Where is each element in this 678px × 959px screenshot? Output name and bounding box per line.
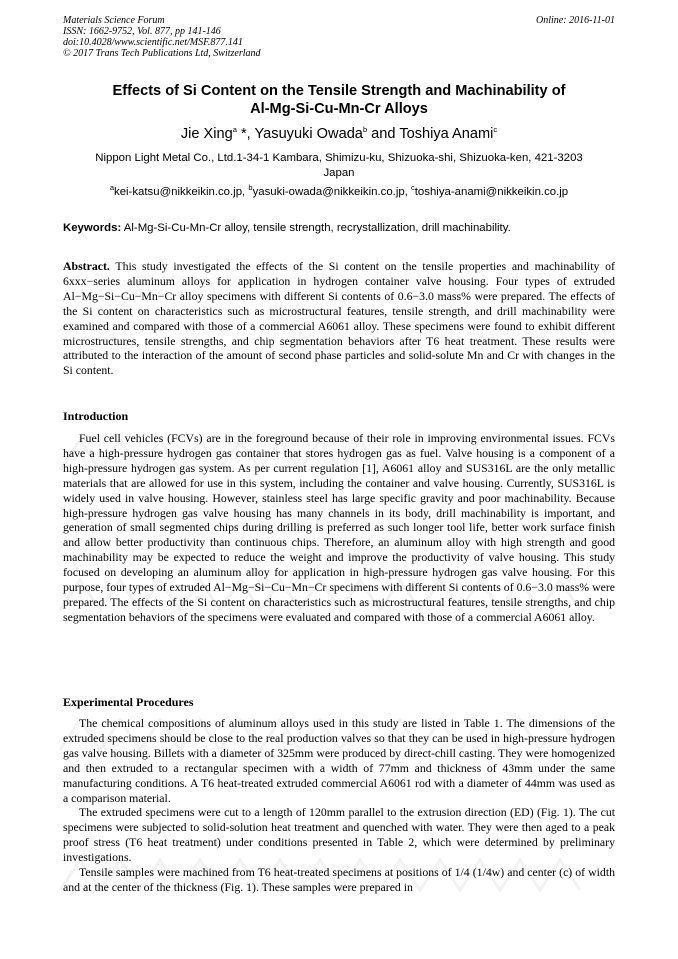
online-date: Online: 2016-11-01 <box>536 15 615 26</box>
email-list <box>40 185 638 200</box>
paper-title <box>40 82 638 118</box>
introduction-body <box>63 431 615 625</box>
abstract-label: Abstract. <box>63 259 110 273</box>
copyright-line: © 2017 Trans Tech Publications Ltd, Switzerland <box>63 48 261 59</box>
author-1: Jie Xing <box>180 126 233 142</box>
email-c-mark: c <box>411 183 415 193</box>
author-list <box>40 125 638 143</box>
author-3: Toshiya Anami <box>399 126 494 142</box>
affiliation-line-2: Japan <box>323 167 355 179</box>
abstract <box>63 259 615 378</box>
experimental-paragraph-1: The chemical compositions of aluminum alloys used in this study are listed in Table 1. The dimensions of the extruded specimens should be close to the real production valves so that they can be used in high-pressure hydrogen gas valve housing. Billets with a diameter of 325mm were produced by direct-chill casting. They were homogenized and then extruded to a rectangular specimen with a width of 77mm and thickness of 43mm under the same manufacturing conditions. A T6 heat-treated extruded commercial A6061 rod with a diameter of 44mm was used as a comparison material. <box>63 716 615 805</box>
experimental-body <box>63 716 615 895</box>
author-3-affil-mark: c <box>493 125 498 135</box>
title-line-1: Effects of Si Content on the Tensile Strength and Machinability of <box>112 83 566 99</box>
author-2: Yasuyuki Owada <box>254 126 363 142</box>
keywords-text: Al-Mg-Si-Cu-Mn-Cr alloy, tensile strength, recrystallization, drill machinability. <box>121 222 511 234</box>
email-b-mark: b <box>248 183 253 193</box>
author-1-affil-mark: a <box>232 125 237 135</box>
affiliation <box>40 151 638 181</box>
introduction-heading: Introduction <box>63 409 129 423</box>
title-line-2: Al-Mg-Si-Cu-Mn-Cr Alloys <box>250 101 428 117</box>
keywords <box>63 221 623 236</box>
author-conjunction: and <box>367 126 400 142</box>
author-2-affil-mark: b <box>362 125 368 135</box>
experimental-paragraph-3: Tensile samples were machined from T6 heat-treated specimens at positions of 1/4 (1/4w) and center (c) of width and at the center of the thickness (Fig. 1). These samples were prepared in <box>63 865 615 894</box>
email-b[interactable]: yasuki-owada@nikkeikin.co.jp, <box>252 186 412 198</box>
issn-line: ISSN: 1662-9752, Vol. 877, pp 141-146 <box>63 26 221 37</box>
doi-line: doi:10.4028/www.scientific.net/MSF.877.141 <box>63 37 243 48</box>
affiliation-line-1: Nippon Light Metal Co., Ltd.1-34-1 Kambara, Shimizu-ku, Shizuoka-shi, Shizuoka-ken, 421-3203 <box>95 152 583 164</box>
email-a[interactable]: kei-katsu@nikkeikin.co.jp, <box>114 186 249 198</box>
journal-name: Materials Science Forum <box>63 15 165 26</box>
experimental-paragraph-2: The extruded specimens were cut to a length of 120mm parallel to the extrusion direction (ED) (Fig. 1). The cut specimens were subjected to solid-solution heat treatment and quenched with water. They were then aged to a peak proof stress (T6 heat treatment) under conditions presented in Table 2, which were determined by preliminary investigations. <box>63 805 615 865</box>
email-a-mark: a <box>109 183 114 193</box>
email-c[interactable]: toshiya-anami@nikkeikin.co.jp <box>414 186 569 198</box>
abstract-text: This study investigated the effects of the Si content on the tensile properties and machinability of 6xxx−series aluminum alloys for application in hydrogen container valve housing. Four types of extruded Al−Mg−Si−Cu−Mn−Cr alloy specimens with different Si contents of 0.6−3.0 mass% were prepared. The effects of the Si content on characteristics such as microstructural features, tensile strength, and drill machinability were examined and compared with those of a commercial A6061 alloy. These specimens were found to exhibit different microstructures, tensile strengths, and chip segmentation behaviors after T6 heat treatment. These results were attributed to the interaction of the amount of second phase particles and solid-solute Mn and Cr with changes in the Si content. <box>63 259 615 378</box>
experimental-heading: Experimental Procedures <box>63 695 194 709</box>
keywords-label: Keywords: <box>63 222 122 234</box>
journal-header <box>63 15 261 59</box>
corresponding-mark: *, <box>236 126 255 142</box>
introduction-paragraph: Fuel cell vehicles (FCVs) are in the foreground because of their role in improving environmental issues. FCVs have a high-pressure hydrogen gas container that stores hydrogen gas as fuel. Valve housing is a component of a high-pressure hydrogen gas system. As per current regulation [1], A6061 alloy and SUS316L are the only metallic materials that are allowed for use in this system, including the container and valve housing. Currently, SUS316L is widely used in valve housing. However, stainless steel has large specific gravity and poor machinability. Because high-pressure hydrogen gas valve housing has many channels in its body, drill machinability is important, and generation of small segmented chips during drilling is preferred as such longer tool life, better work surface finish and allow better productivity than continuous chips. Therefore, an aluminum alloy with high strength and good machinability may be expected to reduce the weight and improve the productivity of valve housing. This study focused on developing an aluminum alloy for application in high-pressure hydrogen gas valve housing. For this purpose, four types of extruded Al−Mg−Si−Cu−Mn−Cr specimens with different Si contents of 0.6−3.0 mass% were prepared. The effects of the Si content on characteristics such as microstructural features, tensile strengths, and chip segmentation behaviors of the specimens were evaluated and compared with those of a commercial A6061 alloy. <box>63 431 615 624</box>
